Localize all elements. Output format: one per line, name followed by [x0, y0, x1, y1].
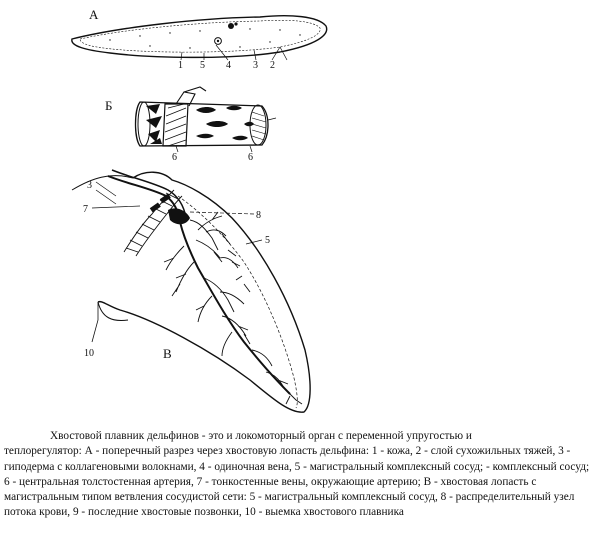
caption-title: Хвостовой плавник дельфинов - это и локомоторный орган с переменной упругостью и: [50, 430, 472, 442]
panel-a-letter: А: [89, 7, 99, 22]
label-v-8: 8: [256, 210, 261, 221]
panel-b-vessel-bundle: [105, 87, 276, 163]
label-b-6-right: 6: [248, 152, 253, 163]
label-a-1: 1: [178, 60, 183, 71]
label-a-2: 2: [270, 60, 275, 71]
panel-v-fluke: [72, 170, 310, 412]
panel-v-letter: В: [163, 346, 172, 361]
label-b-6-left: 6: [172, 152, 177, 163]
label-v-7: 7: [83, 204, 88, 215]
label-a-5: 5: [200, 60, 205, 71]
caption-body: теплорегулятор: А - поперечный разрез через хвостовую лопасть дельфина: 1 - кожа, 2 - слой сухожильных тяжей, 3 - гиподерма с коллагеновыми волокнами, 4 - одиночная вена, 5 - магистральный комплексный сосуд; - комплексный сосуд; 6 - центральная толстостенная артерия, 7 - тонкостенные вены, окружающие артерию; В - хвостовая лопасть с магистральным типом ветвления сосудистой сети: 5 - магистральный комплексный сосуд, 8 - распределительный узел потока крови, 9 - последние хвостовые позвонки, 10 - выемка хвостового плавника: [4, 445, 590, 519]
label-a-3: 3: [253, 60, 258, 71]
label-a-4: 4: [226, 60, 231, 71]
label-v-5: 5: [265, 235, 270, 246]
label-v-3: 3: [87, 180, 92, 191]
figure-caption: [4, 429, 594, 521]
panel-a-cross-section: [72, 7, 327, 71]
label-v-10: 10: [84, 348, 94, 359]
panel-b-letter: Б: [105, 98, 113, 113]
